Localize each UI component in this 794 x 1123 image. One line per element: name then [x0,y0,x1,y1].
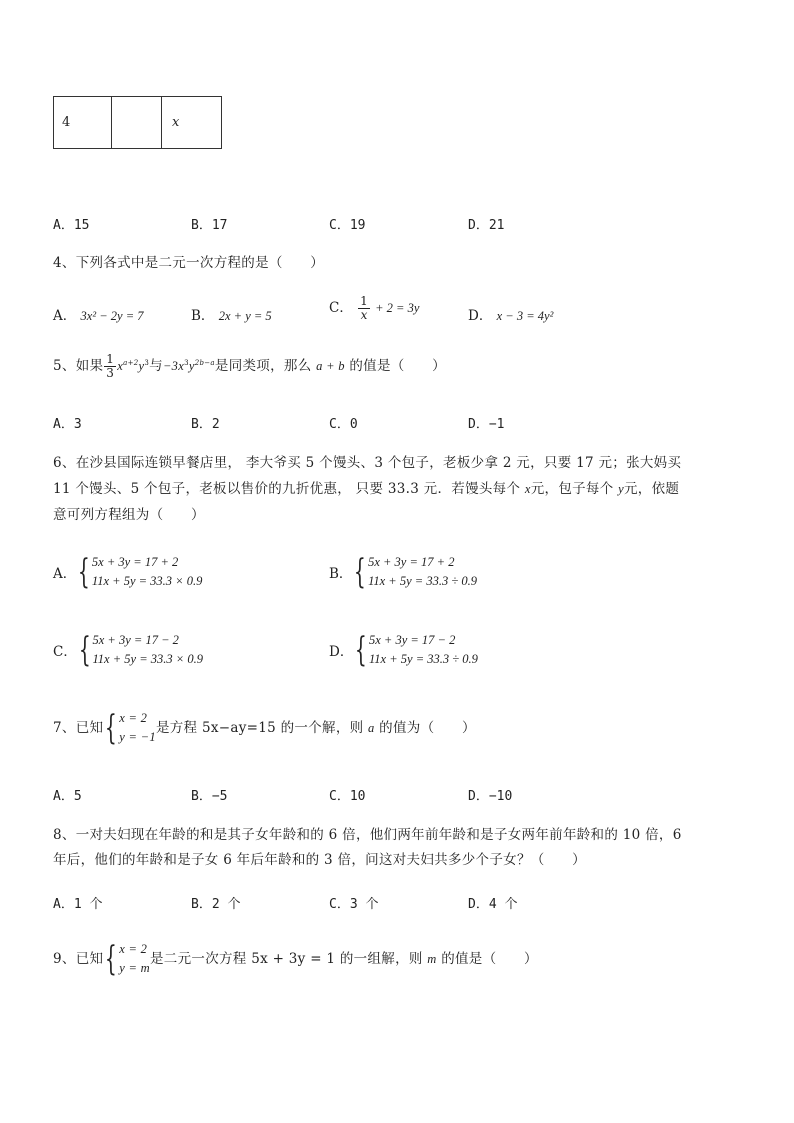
q4-option-c-label: C． [329,300,353,316]
q6-var-y: y [618,482,624,496]
q8-option-c: C．3 个 [329,897,379,912]
q5-term2-y: y [188,359,195,373]
q4-option-d-label: D． [468,308,493,324]
brace-icon: { [105,939,118,979]
q6-option-c [53,631,203,669]
q4-option-c-fraction [358,295,370,322]
q4-option-a [53,304,144,324]
q5-frac-num: 1 [106,352,115,366]
q5-prefix: 5、如果 [53,358,104,374]
q9-mid: 是二元一次方程 5x + 3y = 1 的一组解，则 [150,951,423,967]
q6-line-3: 意可列方程组为（ ） [53,507,205,523]
q7-sys-eq2: y = −1 [119,730,156,744]
q6-option-c-label: C． [53,644,77,660]
q3-option-b: B．17 [191,218,228,233]
q5-mid: 与 [149,358,163,374]
q5-term2-y-exp: 2b−a [194,359,215,367]
q9-sys-eq2: y = m [119,961,150,975]
q6-option-c-eq2: 11x + 5y = 33.3 × 0.9 [92,652,203,666]
q6-option-a-eq2: 11x + 5y = 33.3 × 0.9 [91,574,203,588]
q7-option-b: B．−5 [191,789,228,804]
brace-icon: { [354,552,367,592]
q7-option-c: C．10 [329,789,366,804]
q4-option-b [191,304,272,324]
q8-line-2: 年后，他们的年龄和是子女 6 年后年龄和的 3 倍，问这对夫妇共多少个子女？（ ） [53,852,586,868]
q4-option-c-numerator: 1 [360,294,368,308]
q7-option-d: D．−10 [468,789,513,804]
q4-option-d-expr: x − 3 = 4y² [496,309,554,323]
q4-stem: 4、下列各式中是二元一次方程的是（ ） [53,255,325,271]
q6-option-b-eq2: 11x + 5y = 33.3 ÷ 0.9 [368,574,477,588]
q6-line-2-start: 11 个馒头、5 个包子，老板以售价的九折优惠， 只要 33.3 元．若馒头每个 [53,481,521,497]
brace-icon: { [78,630,91,670]
q7-stem [53,709,476,747]
q6-line-2 [53,480,679,498]
q4-option-c-rest: + 2 = 3y [375,301,420,315]
q6-option-b-eq1: 5x + 3y = 17 + 2 [368,555,455,569]
q9-sys-eq1: x = 2 [119,942,148,956]
q5-option-a: A．3 [53,417,82,432]
q6-option-a-label: A． [53,566,77,582]
q5-suffix: 是同类项，那么 [214,358,312,374]
grid-cell-1: 4 [54,97,112,149]
q7-sys-eq1: x = 2 [119,711,148,725]
q4-option-d [468,304,553,324]
q5-term2: −3x [162,359,185,373]
q7-system [103,709,156,747]
q6-option-d-label: D． [329,644,354,660]
q7-mid: 是方程 5x−ay=15 的一个解，则 [155,720,364,736]
q5-fraction [104,353,116,380]
q7-prefix: 7、已知 [53,720,104,736]
q6-option-d [329,631,478,669]
q8-option-b: B．2 个 [191,897,241,912]
q6-option-d-eq1: 5x + 3y = 17 − 2 [368,633,456,647]
q6-line-1: 6、在沙县国际连锁早餐店里， 李大爷买 5 个馒头、3 个包子，老板少拿 2 元，只要 17 元；张大妈买 [53,455,682,471]
q8-line-1: 8、一对夫妇现在年龄的和是其子女年龄和的 6 倍，他们两年前年龄和是子女两年前年龄和的 10 倍，6 [53,827,682,843]
grid-cell-2 [112,97,162,149]
q4-option-b-label: B． [191,308,215,324]
q6-option-b-label: B． [329,566,353,582]
q4-option-a-label: A． [53,308,77,324]
grid-cell-3: x [162,97,222,149]
q6-option-d-system [353,631,478,669]
q6-option-c-eq1: 5x + 3y = 17 − 2 [92,633,179,647]
q5-stem [53,353,446,380]
q5-term1-exp: a+2 [123,359,139,367]
q3-option-d: D．21 [468,218,505,233]
q8-option-d: D．4 个 [468,897,518,912]
q5-expr: a + b [316,359,345,373]
q3-option-c: C．19 [329,218,366,233]
q6-option-b [329,553,477,591]
q7-var: a [368,721,375,735]
q6-option-a [53,553,202,591]
q6-line-2-end: 元，依题 [624,481,680,497]
q6-option-a-eq1: 5x + 3y = 17 + 2 [91,555,179,569]
brace-icon: { [355,630,368,670]
q9-system [103,940,150,978]
brace-icon: { [78,552,91,592]
q5-end: 的值是（ ） [349,358,446,374]
q7-end: 的值为（ ） [379,720,476,736]
q5-term1-y-exp: 3 [144,359,150,367]
q5-frac-den: 3 [106,366,115,380]
figure-grid-table [53,96,222,149]
q9-end: 的值是（ ） [441,951,538,967]
q8-option-a: A．1 个 [53,897,103,912]
q6-option-b-system [352,553,477,591]
q6-option-d-eq2: 11x + 5y = 33.3 ÷ 0.9 [368,652,478,666]
q6-option-a-system [76,553,202,591]
q6-var-x: x [524,482,531,496]
q5-option-d: D．−1 [468,417,505,432]
q3-option-a: A．15 [53,218,90,233]
q5-term2-exp: 3 [184,359,189,367]
q9-var: m [427,952,437,966]
q6-option-c-system [77,631,203,669]
q5-term1-y: y [138,359,145,373]
q4-option-a-expr: 3x² − 2y = 7 [80,309,144,323]
q5-option-b: B．2 [191,417,220,432]
q9-stem [53,940,538,978]
q6-line-2-mid: 元，包子每个 [530,481,614,497]
q4-option-b-expr: 2x + y = 5 [218,309,272,323]
q5-term1: x [117,359,124,373]
q4-option-c [329,295,419,322]
q7-option-a: A．5 [53,789,82,804]
q5-option-c: C．0 [329,417,358,432]
q4-option-c-denominator: x [360,308,368,322]
q9-prefix: 9、已知 [53,951,104,967]
brace-icon: { [105,708,118,748]
